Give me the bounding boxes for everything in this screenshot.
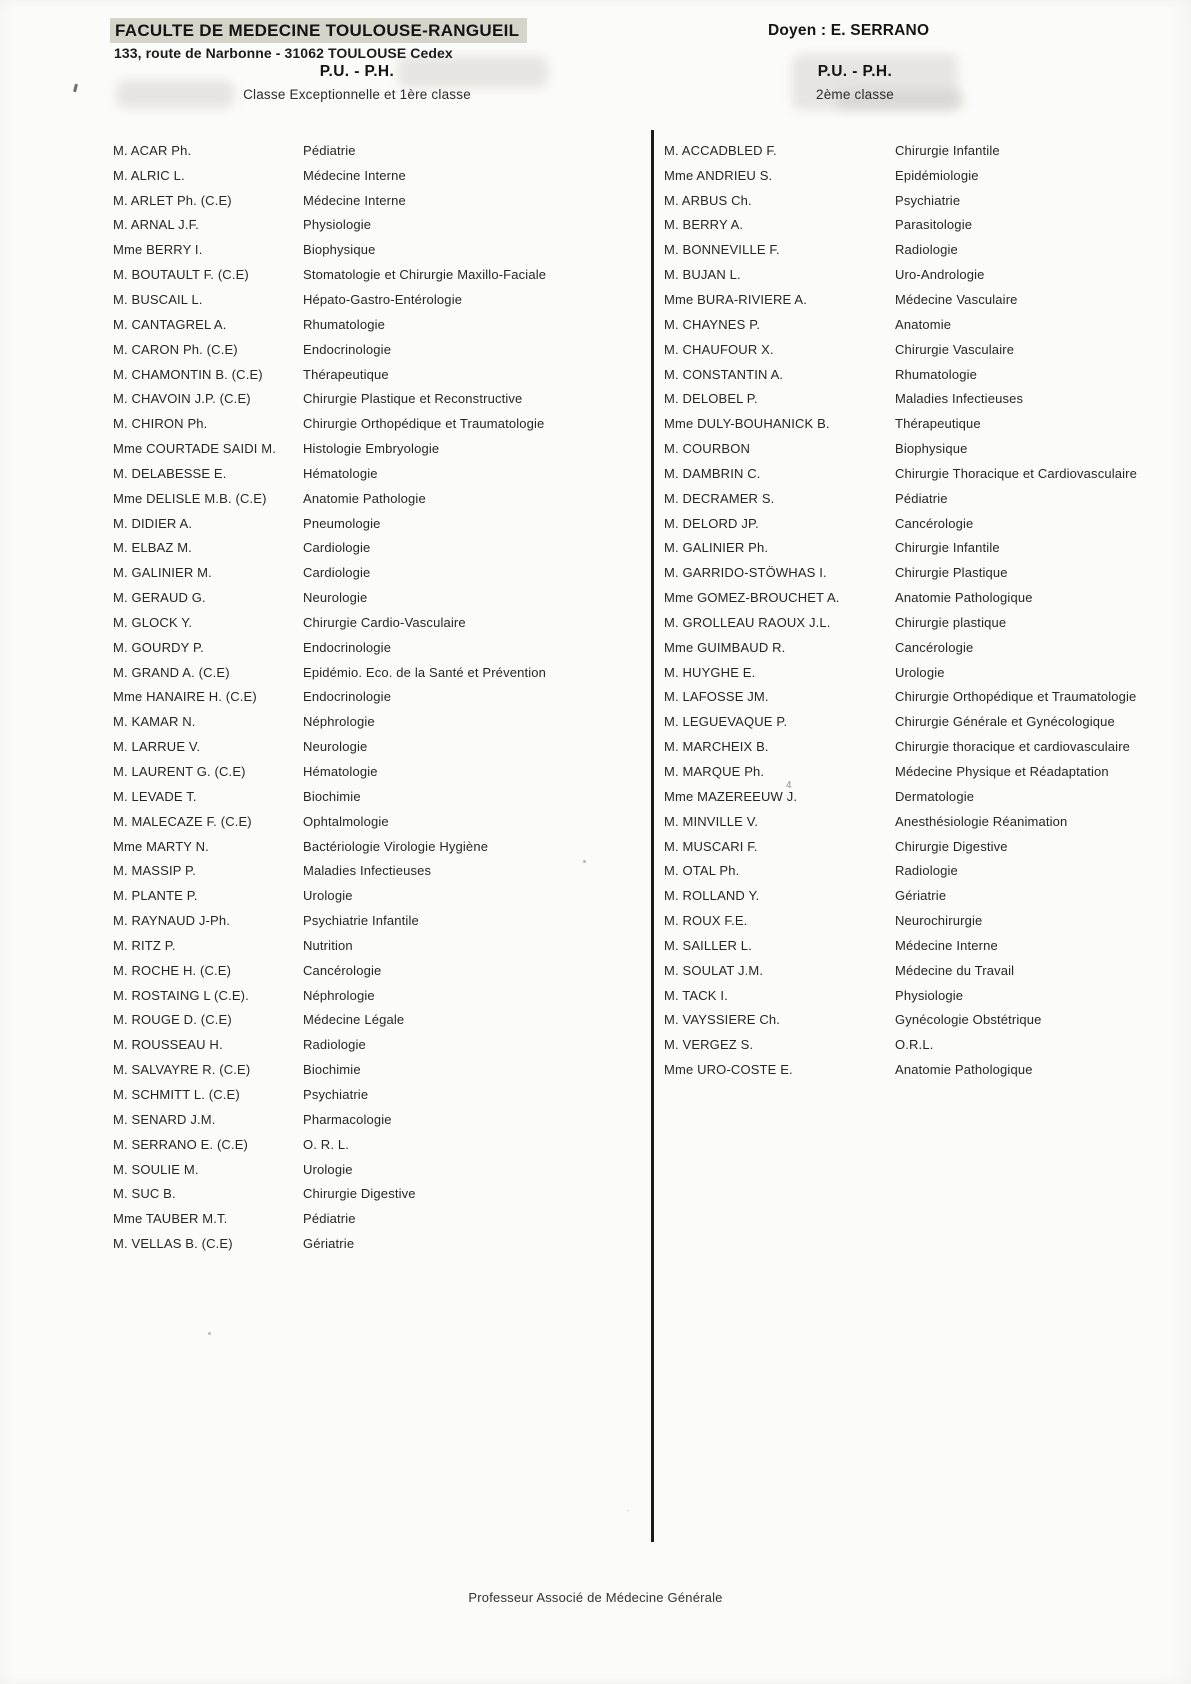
person-name: M. GROLLEAU RAOUX J.L. — [664, 614, 831, 630]
list-item — [664, 188, 1184, 213]
person-specialty: Radiologie — [303, 1037, 366, 1053]
person-name: M. SALVAYRE R. (C.E) — [113, 1062, 251, 1078]
list-item — [113, 262, 618, 287]
person-name: M. ELBAZ M. — [113, 540, 192, 556]
person-name: M. GOURDY P. — [113, 639, 204, 655]
person-name: M. ARBUS Ch. — [664, 192, 752, 208]
person-name: M. GALINIER M. — [113, 565, 212, 581]
list-item — [664, 237, 1184, 262]
person-name: M. BUSCAIL L. — [113, 291, 203, 307]
person-specialty: Parasitologie — [895, 217, 973, 233]
list-item — [664, 983, 1184, 1008]
list-item — [113, 1032, 618, 1057]
list-item — [113, 809, 618, 834]
person-name: M. DECRAMER S. — [664, 490, 775, 506]
person-specialty: Psychiatrie — [895, 192, 961, 208]
person-name: M. CONSTANTIN A. — [664, 366, 784, 382]
scan-speck: 4 — [786, 780, 792, 791]
person-name: M. ACAR Ph. — [113, 142, 192, 158]
person-specialty: Maladies Infectieuses — [895, 391, 1024, 407]
person-specialty: Ophtalmologie — [303, 813, 389, 829]
person-name: M. TACK I. — [664, 987, 728, 1003]
list-item — [113, 1181, 618, 1206]
list-item — [113, 337, 618, 362]
person-specialty: Pédiatrie — [303, 1211, 356, 1227]
scan-speck — [73, 84, 78, 92]
person-name: M. MUSCARI F. — [664, 838, 758, 854]
list-item — [113, 834, 618, 859]
list-item — [664, 411, 1184, 436]
person-specialty: Chirurgie Digestive — [895, 838, 1008, 854]
person-name: M. OTAL Ph. — [664, 863, 740, 879]
right-column-subtitle: 2ème classe — [816, 87, 894, 102]
person-name: M. DELOBEL P. — [664, 391, 758, 407]
right-column-title: P.U. - P.H. — [817, 63, 893, 80]
person-specialty: Néphrologie — [303, 714, 375, 730]
list-item — [113, 213, 618, 238]
person-specialty: Chirurgie plastique — [895, 614, 1007, 630]
person-specialty: Uro-Andrologie — [895, 267, 985, 283]
person-name: M. ROLLAND Y. — [664, 888, 760, 904]
person-specialty: Anatomie Pathologie — [303, 490, 426, 506]
left-column-subtitle: Classe Exceptionnelle et 1ère classe — [243, 87, 471, 102]
person-specialty: Chirurgie Orthopédique et Traumatologie — [895, 689, 1137, 705]
person-name: M. LEVADE T. — [113, 788, 197, 804]
list-item — [113, 635, 618, 660]
person-name: M. COURBON — [664, 441, 750, 457]
person-specialty: Cancérologie — [895, 515, 974, 531]
list-item — [113, 536, 618, 561]
list-item — [664, 784, 1184, 809]
person-specialty: Rhumatologie — [895, 366, 978, 382]
person-name: M. MARQUE Ph. — [664, 764, 765, 780]
person-specialty: Pédiatrie — [303, 142, 356, 158]
list-item — [113, 660, 618, 685]
person-name: M. LAFOSSE JM. — [664, 689, 769, 705]
person-specialty: Anatomie — [895, 316, 952, 332]
list-item — [113, 486, 618, 511]
person-name: M. MARCHEIX B. — [664, 739, 769, 755]
person-specialty: Biophysique — [895, 441, 968, 457]
person-name: Mme DELISLE M.B. (C.E) — [113, 490, 267, 506]
person-name: Mme ANDRIEU S. — [664, 167, 773, 183]
person-specialty: Gériatrie — [303, 1236, 355, 1252]
list-item — [113, 759, 618, 784]
person-name: Mme TAUBER M.T. — [113, 1211, 228, 1227]
person-name: M. DAMBRIN C. — [664, 465, 761, 481]
list-item — [113, 188, 618, 213]
list-item — [664, 809, 1184, 834]
person-name: M. GRAND A. (C.E) — [113, 664, 230, 680]
person-name: M. CHIRON Ph. — [113, 416, 208, 432]
list-item — [664, 933, 1184, 958]
person-specialty: Pharmacologie — [303, 1111, 392, 1127]
person-name: M. BOUTAULT F. (C.E) — [113, 267, 249, 283]
list-item — [664, 1032, 1184, 1057]
column-divider-line — [651, 130, 654, 1542]
person-specialty: Médecine du Travail — [895, 962, 1015, 978]
person-specialty: Pneumologie — [303, 515, 381, 531]
person-specialty: Urologie — [895, 664, 945, 680]
person-name: Mme COURTADE SAIDI M. — [113, 441, 277, 457]
person-name: M. GERAUD G. — [113, 590, 206, 606]
list-item — [664, 1057, 1184, 1082]
list-item — [113, 585, 618, 610]
person-name: M. HUYGHE E. — [664, 664, 756, 680]
person-specialty: Chirurgie Plastique et Reconstructive — [303, 391, 523, 407]
person-name: M. GARRIDO-STÖWHAS I. — [664, 565, 827, 581]
right-column-header — [770, 63, 940, 102]
list-item — [664, 958, 1184, 983]
list-item — [664, 1008, 1184, 1033]
person-specialty: Endocrinologie — [303, 639, 392, 655]
list-item — [664, 834, 1184, 859]
list-item — [113, 386, 618, 411]
list-item — [664, 560, 1184, 585]
person-specialty: Médecine Interne — [895, 937, 998, 953]
list-item — [664, 436, 1184, 461]
list-item — [113, 138, 618, 163]
person-specialty: Chirurgie Orthopédique et Traumatologie — [303, 416, 545, 432]
person-name: Mme MARTY N. — [113, 838, 209, 854]
list-item — [664, 908, 1184, 933]
person-name: M. ROUX F.E. — [664, 913, 748, 929]
list-item — [113, 1082, 618, 1107]
list-item — [664, 138, 1184, 163]
list-item — [113, 933, 618, 958]
person-name: M. BUJAN L. — [664, 267, 741, 283]
person-name: Mme MAZEREEUW J. — [664, 788, 798, 804]
list-item — [113, 287, 618, 312]
list-item — [113, 312, 618, 337]
list-item — [664, 759, 1184, 784]
list-item — [113, 1157, 618, 1182]
left-column-header — [217, 63, 497, 102]
person-specialty: Maladies Infectieuses — [303, 863, 432, 879]
list-item — [664, 287, 1184, 312]
person-specialty: Cancérologie — [895, 639, 974, 655]
person-name: M. GLOCK Y. — [113, 614, 193, 630]
person-specialty: Hématologie — [303, 465, 378, 481]
person-specialty: Nutrition — [303, 937, 353, 953]
person-specialty: Physiologie — [303, 217, 372, 233]
person-specialty: Médecine Physique et Réadaptation — [895, 764, 1109, 780]
list-item — [113, 685, 618, 710]
scan-speck: · — [626, 1505, 630, 1516]
person-name: M. SENARD J.M. — [113, 1111, 216, 1127]
list-item — [113, 560, 618, 585]
person-specialty: Endocrinologie — [303, 689, 392, 705]
person-specialty: Bactériologie Virologie Hygiène — [303, 838, 489, 854]
person-specialty: Psychiatrie Infantile — [303, 913, 419, 929]
person-specialty: Chirurgie Vasculaire — [895, 341, 1015, 357]
person-specialty: Epidémiologie — [895, 167, 979, 183]
list-item — [113, 411, 618, 436]
person-name: Mme HANAIRE H. (C.E) — [113, 689, 257, 705]
list-item — [664, 386, 1184, 411]
person-specialty: Anesthésiologie Réanimation — [895, 813, 1068, 829]
person-specialty: Anatomie Pathologique — [895, 590, 1033, 606]
person-name: M. CHAUFOUR X. — [664, 341, 774, 357]
person-name: M. SERRANO E. (C.E) — [113, 1136, 249, 1152]
person-name: M. DELABESSE E. — [113, 465, 227, 481]
person-name: M. KAMAR N. — [113, 714, 196, 730]
left-column-title: P.U. - P.H. — [319, 63, 395, 80]
person-specialty: Chirurgie Infantile — [895, 142, 1000, 158]
person-specialty: Chirurgie Thoracique et Cardiovasculaire — [895, 465, 1138, 481]
person-name: M. DELORD JP. — [664, 515, 759, 531]
person-name: M. RAYNAUD J-Ph. — [113, 913, 231, 929]
person-name: M. CHAYNES P. — [664, 316, 761, 332]
list-item — [664, 262, 1184, 287]
list-item — [664, 660, 1184, 685]
person-name: M. ARNAL J.F. — [113, 217, 199, 233]
list-item — [664, 312, 1184, 337]
person-specialty: Biochimie — [303, 788, 361, 804]
list-item — [113, 1231, 618, 1256]
person-name: M. ARLET Ph. (C.E) — [113, 192, 232, 208]
person-specialty: Cardiologie — [303, 565, 371, 581]
list-item — [113, 436, 618, 461]
person-specialty: Médecine Interne — [303, 192, 406, 208]
list-item — [664, 610, 1184, 635]
list-item — [113, 461, 618, 486]
list-item — [664, 709, 1184, 734]
list-item — [113, 1206, 618, 1231]
person-name: M. LAURENT G. (C.E) — [113, 764, 246, 780]
person-name: M. CANTAGREL A. — [113, 316, 227, 332]
scan-speck — [208, 1332, 211, 1335]
person-name: M. MINVILLE V. — [664, 813, 759, 829]
person-name: Mme GOMEZ-BROUCHET A. — [664, 590, 840, 606]
person-specialty: Urologie — [303, 1161, 353, 1177]
person-specialty: Chirurgie Plastique — [895, 565, 1008, 581]
person-specialty: Biochimie — [303, 1062, 361, 1078]
person-specialty: Anatomie Pathologique — [895, 1062, 1033, 1078]
list-item — [664, 511, 1184, 536]
person-name: M. VAYSSIERE Ch. — [664, 1012, 781, 1028]
person-name: M. VELLAS B. (C.E) — [113, 1236, 233, 1252]
list-item — [113, 784, 618, 809]
person-specialty: Gynécologie Obstétrique — [895, 1012, 1042, 1028]
list-item — [664, 213, 1184, 238]
person-specialty: Dermatologie — [895, 788, 975, 804]
person-specialty: Rhumatologie — [303, 316, 386, 332]
person-specialty: O. R. L. — [303, 1136, 349, 1152]
faculty-title: FACULTE DE MEDECINE TOULOUSE-RANGUEIL — [110, 18, 527, 43]
dean-name: Doyen : E. SERRANO — [768, 22, 930, 39]
person-specialty: Hématologie — [303, 764, 378, 780]
list-item — [113, 237, 618, 262]
person-name: M. SOULIE M. — [113, 1161, 199, 1177]
person-specialty: Thérapeutique — [303, 366, 389, 382]
list-item — [113, 734, 618, 759]
list-item — [664, 734, 1184, 759]
person-name: M. SAILLER L. — [664, 937, 752, 953]
person-name: Mme GUIMBAUD R. — [664, 639, 786, 655]
list-item — [113, 958, 618, 983]
person-specialty: Cancérologie — [303, 962, 382, 978]
list-item — [664, 883, 1184, 908]
person-name: M. SUC B. — [113, 1186, 176, 1202]
list-item — [113, 163, 618, 188]
list-item — [113, 883, 618, 908]
list-item — [113, 1107, 618, 1132]
person-name: M. GALINIER Ph. — [664, 540, 769, 556]
list-item — [664, 486, 1184, 511]
list-item — [664, 536, 1184, 561]
person-name: M. PLANTE P. — [113, 888, 198, 904]
list-item — [113, 908, 618, 933]
person-name: M. SCHMITT L. (C.E) — [113, 1086, 240, 1102]
person-specialty: Médecine Interne — [303, 167, 406, 183]
person-name: M. ROUSSEAU H. — [113, 1037, 223, 1053]
person-name: M. SOULAT J.M. — [664, 962, 764, 978]
list-item — [664, 685, 1184, 710]
person-name: M. MASSIP P. — [113, 863, 196, 879]
person-specialty: Neurologie — [303, 590, 368, 606]
person-specialty: Histologie Embryologie — [303, 441, 440, 457]
person-specialty: Endocrinologie — [303, 341, 392, 357]
list-item — [113, 511, 618, 536]
person-specialty: Chirurgie Générale et Gynécologique — [895, 714, 1115, 730]
person-specialty: Médecine Légale — [303, 1012, 405, 1028]
person-specialty: Médecine Vasculaire — [895, 291, 1018, 307]
person-name: M. ROCHE H. (C.E) — [113, 962, 232, 978]
list-item — [113, 1057, 618, 1082]
person-name: M. ACCADBLED F. — [664, 142, 777, 158]
list-item — [113, 983, 618, 1008]
list-item — [113, 362, 618, 387]
person-specialty: Epidémio. Eco. de la Santé et Prévention — [303, 664, 547, 680]
person-name: M. CHAVOIN J.P. (C.E) — [113, 391, 251, 407]
person-name: M. LEGUEVAQUE P. — [664, 714, 788, 730]
list-item — [113, 709, 618, 734]
person-name: Mme BERRY I. — [113, 242, 203, 258]
person-specialty: Chirurgie thoracique et cardiovasculaire — [895, 739, 1131, 755]
person-specialty: Neurologie — [303, 739, 368, 755]
person-specialty: Radiologie — [895, 863, 958, 879]
right-professor-list — [664, 138, 1184, 1082]
scan-speck — [583, 860, 586, 863]
person-name: M. ROUGE D. (C.E) — [113, 1012, 232, 1028]
list-item — [664, 461, 1184, 486]
person-specialty: O.R.L. — [895, 1037, 934, 1053]
footer-note: Professeur Associé de Médecine Générale — [468, 1590, 723, 1605]
list-item — [113, 1132, 618, 1157]
person-specialty: Stomatologie et Chirurgie Maxillo-Faciale — [303, 267, 547, 283]
person-name: M. CARON Ph. (C.E) — [113, 341, 238, 357]
person-name: M. MALECAZE F. (C.E) — [113, 813, 252, 829]
person-specialty: Gériatrie — [895, 888, 947, 904]
person-name: M. BONNEVILLE F. — [664, 242, 780, 258]
person-specialty: Pédiatrie — [895, 490, 948, 506]
list-item — [664, 163, 1184, 188]
person-name: M. DIDIER A. — [113, 515, 193, 531]
person-specialty: Urologie — [303, 888, 353, 904]
person-name: M. LARRUE V. — [113, 739, 201, 755]
person-specialty: Physiologie — [895, 987, 964, 1003]
person-specialty: Radiologie — [895, 242, 958, 258]
person-specialty: Hépato-Gastro-Entérologie — [303, 291, 463, 307]
person-specialty: Chirurgie Cardio-Vasculaire — [303, 614, 466, 630]
list-item — [113, 858, 618, 883]
left-professor-list — [113, 138, 618, 1256]
person-name: M. VERGEZ S. — [664, 1037, 754, 1053]
person-specialty: Thérapeutique — [895, 416, 981, 432]
person-specialty: Neurochirurgie — [895, 913, 983, 929]
list-item — [664, 585, 1184, 610]
list-item — [664, 858, 1184, 883]
person-specialty: Cardiologie — [303, 540, 371, 556]
faculty-address: 133, route de Narbonne - 31062 TOULOUSE Cedex — [114, 45, 453, 61]
person-name: M. CHAMONTIN B. (C.E) — [113, 366, 263, 382]
list-item — [113, 610, 618, 635]
person-specialty: Chirurgie Digestive — [303, 1186, 416, 1202]
person-name: Mme DULY-BOUHANICK B. — [664, 416, 830, 432]
list-item — [664, 362, 1184, 387]
person-specialty: Chirurgie Infantile — [895, 540, 1000, 556]
list-item — [664, 635, 1184, 660]
person-specialty: Psychiatrie — [303, 1086, 369, 1102]
person-specialty: Biophysique — [303, 242, 376, 258]
person-name: M. ROSTAING L (C.E). — [113, 987, 249, 1003]
person-name: M. BERRY A. — [664, 217, 744, 233]
person-specialty: Néphrologie — [303, 987, 375, 1003]
list-item — [113, 1008, 618, 1033]
person-name: M. ALRIC L. — [113, 167, 185, 183]
list-item — [664, 337, 1184, 362]
person-name: Mme BURA-RIVIERE A. — [664, 291, 807, 307]
person-name: M. RITZ P. — [113, 937, 176, 953]
person-name: Mme URO-COSTE E. — [664, 1062, 793, 1078]
